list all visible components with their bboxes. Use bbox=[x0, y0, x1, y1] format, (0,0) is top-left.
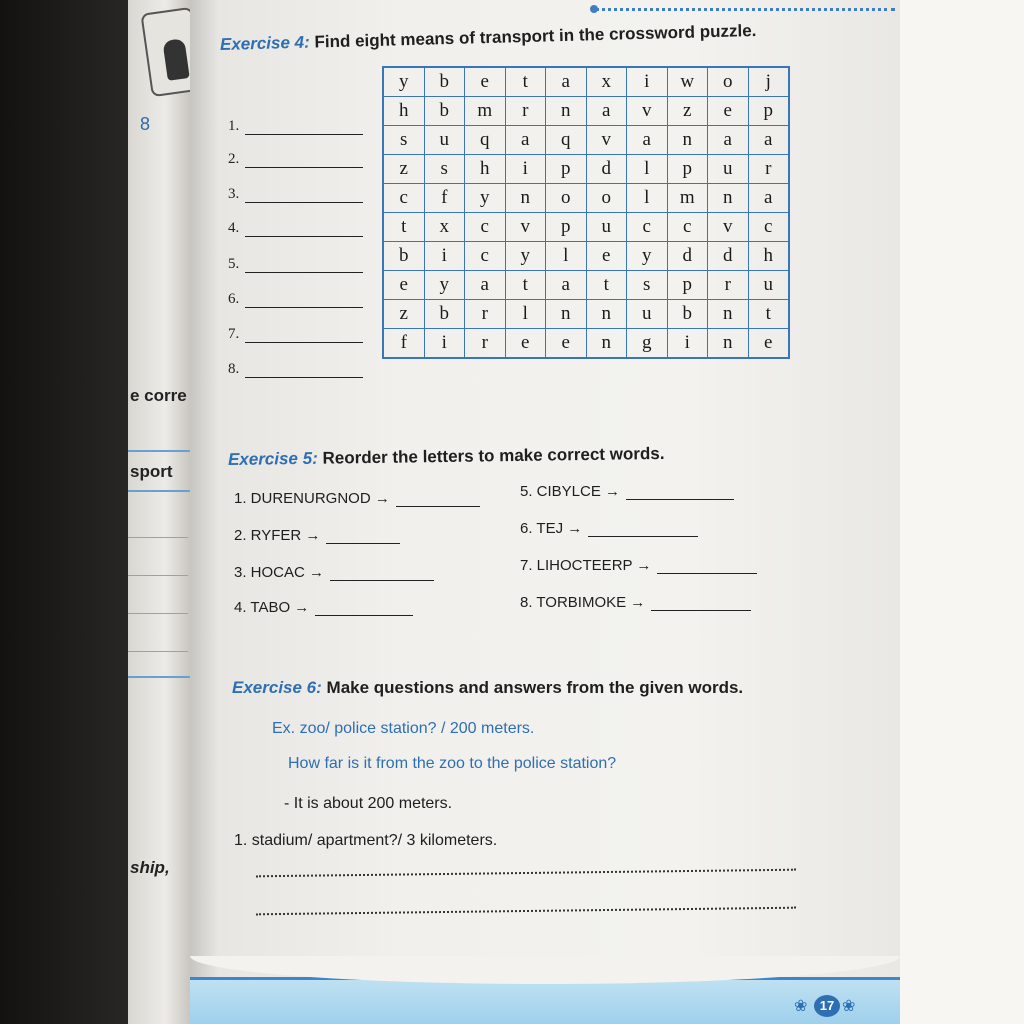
flower-icon: ❀ bbox=[842, 998, 856, 1015]
exercise5-item[interactable]: 1. DURENURGNOD → bbox=[234, 490, 480, 507]
grid-cell[interactable]: c bbox=[465, 242, 506, 271]
left-page-fragment-correct: e corre bbox=[130, 386, 187, 405]
grid-cell[interactable]: c bbox=[667, 213, 708, 242]
exercise6-example: Ex. zoo/ police station? / 200 meters. bbox=[272, 720, 535, 737]
grid-cell[interactable]: v bbox=[708, 213, 749, 242]
grid-cell[interactable]: g bbox=[627, 329, 668, 359]
grid-cell[interactable]: f bbox=[383, 329, 424, 359]
grid-cell[interactable]: n bbox=[586, 300, 627, 329]
background-right bbox=[900, 0, 1024, 1024]
grid-cell[interactable]: l bbox=[505, 300, 546, 329]
grid-cell[interactable]: y bbox=[383, 67, 424, 97]
grid-cell[interactable]: p bbox=[667, 155, 708, 184]
grid-cell[interactable]: a bbox=[465, 271, 506, 300]
answer-line[interactable]: 8. bbox=[228, 361, 363, 378]
grid-cell[interactable]: y bbox=[627, 242, 668, 271]
grid-row bbox=[383, 271, 789, 300]
grid-cell[interactable]: s bbox=[383, 126, 424, 155]
grid-cell[interactable]: r bbox=[465, 329, 506, 359]
grid-cell[interactable]: a bbox=[546, 67, 587, 97]
grid-cell[interactable]: o bbox=[708, 67, 749, 97]
grid-cell[interactable]: n bbox=[667, 126, 708, 155]
grid-cell[interactable]: z bbox=[667, 97, 708, 126]
grid-cell[interactable]: l bbox=[627, 184, 668, 213]
grid-cell[interactable]: j bbox=[748, 67, 789, 97]
grid-cell[interactable]: i bbox=[667, 329, 708, 359]
background-left bbox=[0, 0, 135, 1024]
grid-cell[interactable]: w bbox=[667, 67, 708, 97]
answer-line[interactable]: 4. bbox=[228, 220, 363, 237]
grid-cell[interactable]: a bbox=[627, 126, 668, 155]
grid-cell[interactable]: h bbox=[748, 242, 789, 271]
grid-cell[interactable]: y bbox=[424, 271, 465, 300]
grid-cell[interactable]: r bbox=[505, 97, 546, 126]
grid-cell[interactable]: n bbox=[708, 329, 749, 359]
grid-cell[interactable]: i bbox=[505, 155, 546, 184]
grid-row bbox=[383, 155, 789, 184]
grid-cell[interactable]: v bbox=[627, 97, 668, 126]
header-dotted-rule bbox=[595, 8, 895, 15]
left-page-number: 8 bbox=[140, 114, 151, 134]
grid-cell[interactable]: i bbox=[424, 329, 465, 359]
grid-cell[interactable]: e bbox=[586, 242, 627, 271]
grid-cell[interactable]: d bbox=[667, 242, 708, 271]
grid-cell[interactable]: h bbox=[465, 155, 506, 184]
left-page-rule bbox=[128, 490, 190, 492]
grid-cell[interactable]: i bbox=[424, 242, 465, 271]
owl-picture bbox=[140, 7, 190, 97]
grid-cell[interactable]: b bbox=[383, 242, 424, 271]
exercise6-title: Make questions and answers from the given words. bbox=[326, 678, 744, 697]
grid-cell[interactable]: r bbox=[748, 155, 789, 184]
answer-line[interactable]: 6. bbox=[228, 291, 363, 308]
grid-cell[interactable]: n bbox=[505, 184, 546, 213]
grid-row bbox=[383, 213, 789, 242]
grid-cell[interactable]: z bbox=[383, 300, 424, 329]
grid-cell[interactable]: s bbox=[424, 155, 465, 184]
left-page-rule bbox=[128, 676, 190, 678]
grid-cell[interactable]: q bbox=[546, 126, 587, 155]
grid-cell[interactable]: u bbox=[424, 126, 465, 155]
answer-line[interactable]: 2. bbox=[228, 151, 363, 168]
grid-cell[interactable]: y bbox=[465, 184, 506, 213]
exercise5-item[interactable]: 8. TORBIMOKE → bbox=[520, 594, 751, 611]
grid-cell[interactable]: p bbox=[546, 155, 587, 184]
exercise4-title: Find eight means of transport in the crossword puzzle. bbox=[314, 20, 757, 52]
grid-cell[interactable]: l bbox=[546, 242, 587, 271]
grid-cell[interactable]: p bbox=[667, 271, 708, 300]
grid-cell[interactable]: e bbox=[505, 329, 546, 359]
grid-cell[interactable]: r bbox=[708, 271, 749, 300]
grid-cell[interactable]: c bbox=[383, 184, 424, 213]
left-page-rule bbox=[128, 450, 190, 452]
grid-cell[interactable]: a bbox=[546, 271, 587, 300]
left-page-edge bbox=[128, 0, 190, 1024]
exercise6-example-question: How far is it from the zoo to the police station? bbox=[288, 755, 617, 772]
grid-cell[interactable]: b bbox=[424, 67, 465, 97]
grid-cell[interactable]: c bbox=[748, 213, 789, 242]
grid-cell[interactable]: t bbox=[748, 300, 789, 329]
answer-line[interactable]: 7. bbox=[228, 326, 363, 343]
grid-cell[interactable]: b bbox=[424, 97, 465, 126]
grid-cell[interactable]: t bbox=[383, 213, 424, 242]
grid-row bbox=[383, 184, 789, 213]
grid-cell[interactable]: p bbox=[546, 213, 587, 242]
grid-cell[interactable]: o bbox=[586, 184, 627, 213]
grid-cell[interactable]: t bbox=[505, 271, 546, 300]
grid-cell[interactable]: e bbox=[708, 97, 749, 126]
grid-cell[interactable]: u bbox=[586, 213, 627, 242]
grid-cell[interactable]: d bbox=[586, 155, 627, 184]
left-page-rule bbox=[128, 575, 188, 576]
answer-dotted-line[interactable] bbox=[256, 869, 796, 878]
page-number-badge: 17 bbox=[814, 995, 840, 1017]
exercise5-item[interactable]: 5. CIBYLCE → bbox=[520, 483, 734, 500]
grid-cell[interactable]: n bbox=[708, 300, 749, 329]
exercise5-item[interactable]: 2. RYFER → bbox=[234, 527, 400, 544]
grid-row bbox=[383, 300, 789, 329]
grid-cell[interactable]: q bbox=[465, 126, 506, 155]
answer-dotted-line[interactable] bbox=[256, 907, 796, 916]
grid-cell[interactable]: u bbox=[708, 155, 749, 184]
grid-cell[interactable]: r bbox=[465, 300, 506, 329]
grid-cell[interactable]: c bbox=[465, 213, 506, 242]
grid-cell[interactable]: t bbox=[505, 67, 546, 97]
grid-cell[interactable]: m bbox=[465, 97, 506, 126]
grid-cell[interactable]: x bbox=[586, 67, 627, 97]
grid-cell[interactable]: u bbox=[748, 271, 789, 300]
grid-cell[interactable]: z bbox=[383, 155, 424, 184]
answer-line[interactable]: 3. bbox=[228, 186, 363, 203]
flower-icon: ❀ bbox=[794, 998, 808, 1015]
grid-cell[interactable]: f bbox=[424, 184, 465, 213]
answer-line[interactable]: 1. bbox=[228, 118, 363, 135]
grid-row bbox=[383, 242, 789, 271]
exercise4-heading bbox=[220, 21, 757, 55]
exercise5-title: Reorder the letters to make correct words. bbox=[322, 443, 665, 468]
exercise5-item[interactable]: 3. HOCAC → bbox=[234, 564, 434, 581]
grid-cell[interactable]: a bbox=[505, 126, 546, 155]
left-page-rule bbox=[128, 613, 188, 614]
grid-cell[interactable]: v bbox=[586, 126, 627, 155]
grid-cell[interactable]: b bbox=[424, 300, 465, 329]
answer-line[interactable]: 5. bbox=[228, 256, 363, 273]
grid-cell[interactable]: u bbox=[627, 300, 668, 329]
grid-cell[interactable]: y bbox=[505, 242, 546, 271]
grid-cell[interactable]: a bbox=[748, 184, 789, 213]
left-page-fragment-ship: ship, bbox=[130, 858, 170, 877]
exercise5-item[interactable]: 7. LIHOCTEERP → bbox=[520, 557, 757, 574]
grid-cell[interactable]: a bbox=[708, 126, 749, 155]
grid-cell[interactable]: i bbox=[627, 67, 668, 97]
exercise6-heading bbox=[232, 678, 743, 698]
grid-cell[interactable]: a bbox=[586, 97, 627, 126]
grid-row bbox=[383, 126, 789, 155]
grid-cell[interactable]: n bbox=[546, 97, 587, 126]
grid-cell[interactable]: t bbox=[586, 271, 627, 300]
grid-cell[interactable]: o bbox=[546, 184, 587, 213]
workbook-page bbox=[190, 0, 900, 1024]
grid-cell[interactable]: d bbox=[708, 242, 749, 271]
grid-cell[interactable]: s bbox=[627, 271, 668, 300]
grid-cell[interactable]: n bbox=[708, 184, 749, 213]
left-page-rule bbox=[128, 651, 188, 652]
grid-cell[interactable]: l bbox=[627, 155, 668, 184]
grid-row bbox=[383, 67, 789, 97]
grid-cell[interactable]: n bbox=[546, 300, 587, 329]
exercise5-item[interactable]: 6. TEJ → bbox=[520, 520, 698, 537]
crossword-grid bbox=[382, 66, 790, 359]
grid-cell[interactable]: e bbox=[546, 329, 587, 359]
grid-cell[interactable]: e bbox=[383, 271, 424, 300]
exercise5-item[interactable]: 4. TABO → bbox=[234, 599, 413, 616]
grid-cell[interactable]: m bbox=[667, 184, 708, 213]
grid-row bbox=[383, 97, 789, 126]
exercise6-example-answer: - It is about 200 meters. bbox=[284, 795, 453, 812]
grid-cell[interactable]: n bbox=[586, 329, 627, 359]
grid-cell[interactable]: b bbox=[667, 300, 708, 329]
exercise6-item1: 1. stadium/ apartment?/ 3 kilometers. bbox=[234, 832, 498, 849]
grid-cell[interactable]: h bbox=[383, 97, 424, 126]
grid-cell[interactable]: p bbox=[748, 97, 789, 126]
exercise5-label: Exercise 5: bbox=[227, 448, 318, 469]
grid-cell[interactable]: a bbox=[748, 126, 789, 155]
grid-cell[interactable]: e bbox=[748, 329, 789, 359]
left-page-rule bbox=[128, 537, 188, 538]
grid-cell[interactable]: v bbox=[505, 213, 546, 242]
grid-cell[interactable]: c bbox=[627, 213, 668, 242]
grid-cell[interactable]: x bbox=[424, 213, 465, 242]
grid-row bbox=[383, 329, 789, 359]
left-page-fragment-transport: sport bbox=[130, 462, 173, 481]
exercise6-label: Exercise 6: bbox=[232, 678, 322, 697]
exercise5-heading bbox=[228, 444, 665, 470]
exercise4-label: Exercise 4: bbox=[219, 32, 311, 54]
grid-cell[interactable]: e bbox=[465, 67, 506, 97]
